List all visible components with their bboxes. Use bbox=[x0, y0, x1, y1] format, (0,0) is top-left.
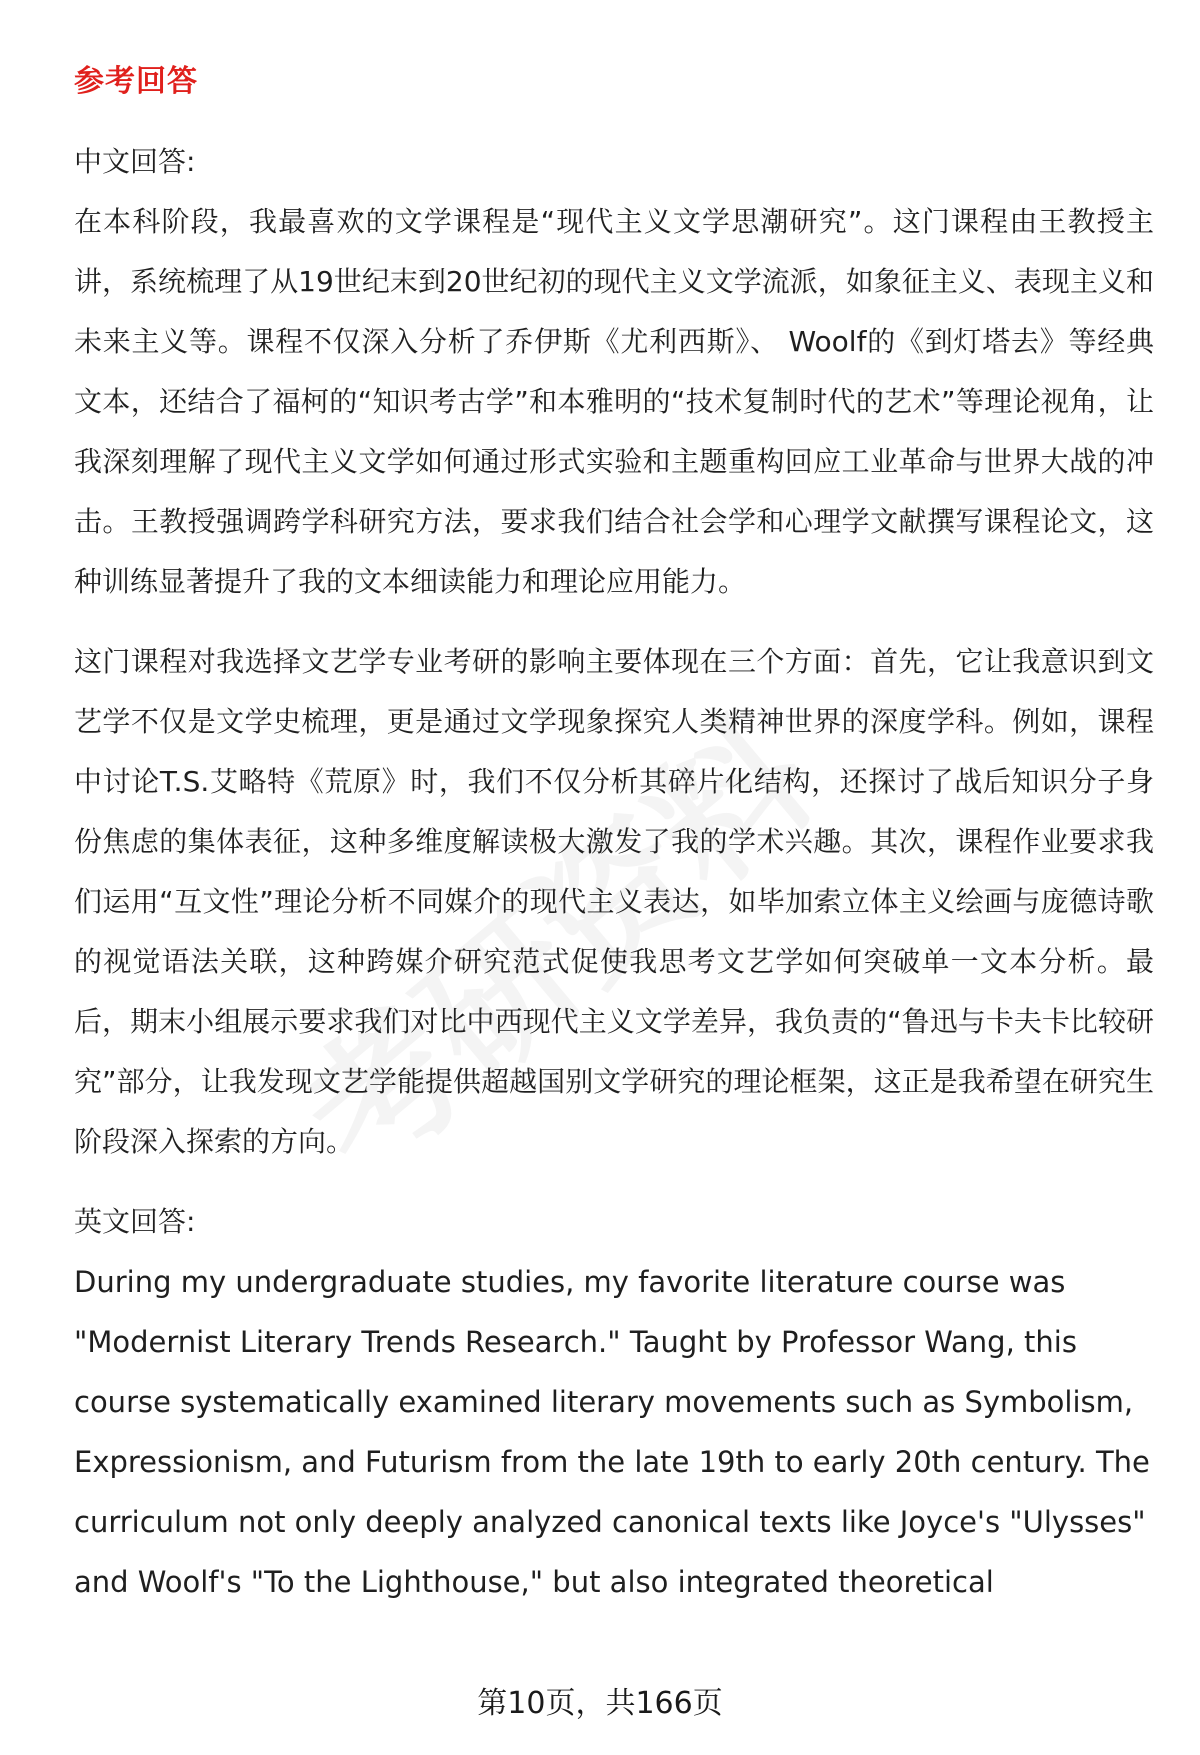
section-title: 参考回答 bbox=[74, 64, 198, 99]
chinese-paragraph-1: 在本科阶段，我最喜欢的文学课程是“现代主义文学思潮研究”。这门课程由王教授主讲，系统梳理了从19世纪末到20世纪初的现代主义文学流派，如象征主义、表现主义和未来主义等。课程不仅深入分析了乔伊斯《尤利西斯》、 Woolf的《到灯塔去》等经典文本，还结合了福柯的“知识考古学”和本雅明的“技术复制时代的艺术”等理论视角，让我深刻理解了现代主义文学如何通过形式实验和主题重构回应工业革命与世界大战的冲击。王教授强调跨学科研究方法，要求我们结合社会学和心理学文献撰写课程论文，这种训练显著提升了我的文本细读能力和理论应用能力。 bbox=[74, 205, 1154, 598]
english-paragraph: During my undergraduate studies, my favorite literature course was "Modernist Literary Trends Research." Taught by Professor Wang, this course systematically examined literary movements such as Symbolism, Expressionism, and Futurism from the late 19th to early 20th century. The curriculum not only deeply analyzed canonical texts like Joyce's "Ulysses" and Woolf's "To the Lighthouse," but also integrated theoretical bbox=[74, 1265, 1150, 1599]
answer-content bbox=[74, 132, 1154, 1612]
english-answer-label: 英文回答: bbox=[74, 1205, 196, 1238]
chinese-paragraph-2: 这门课程对我选择文艺学专业考研的影响主要体现在三个方面：首先，它让我意识到文艺学不仅是文学史梳理，更是通过文学现象探究人类精神世界的深度学科。例如，课程中讨论T.S.艾略特《荒原》时，我们不仅分析其碎片化结构，还探讨了战后知识分子身份焦虑的集体表征，这种多维度解读极大激发了我的学术兴趣。其次，课程作业要求我们运用“互文性”理论分析不同媒介的现代主义表达，如毕加索立体主义绘画与庞德诗歌的视觉语法关联，这种跨媒介研究范式促使我思考文艺学如何突破单一文本分析。最后，期末小组展示要求我们对比中西现代主义文学差异，我负责的“鲁迅与卡夫卡比较研究”部分，让我发现文艺学能提供超越国别文学研究的理论框架，这正是我希望在研究生阶段深入探索的方向。 bbox=[74, 645, 1154, 1158]
chinese-answer-label: 中文回答: bbox=[74, 145, 196, 178]
page-number: 第10页，共166页 bbox=[477, 1686, 723, 1721]
